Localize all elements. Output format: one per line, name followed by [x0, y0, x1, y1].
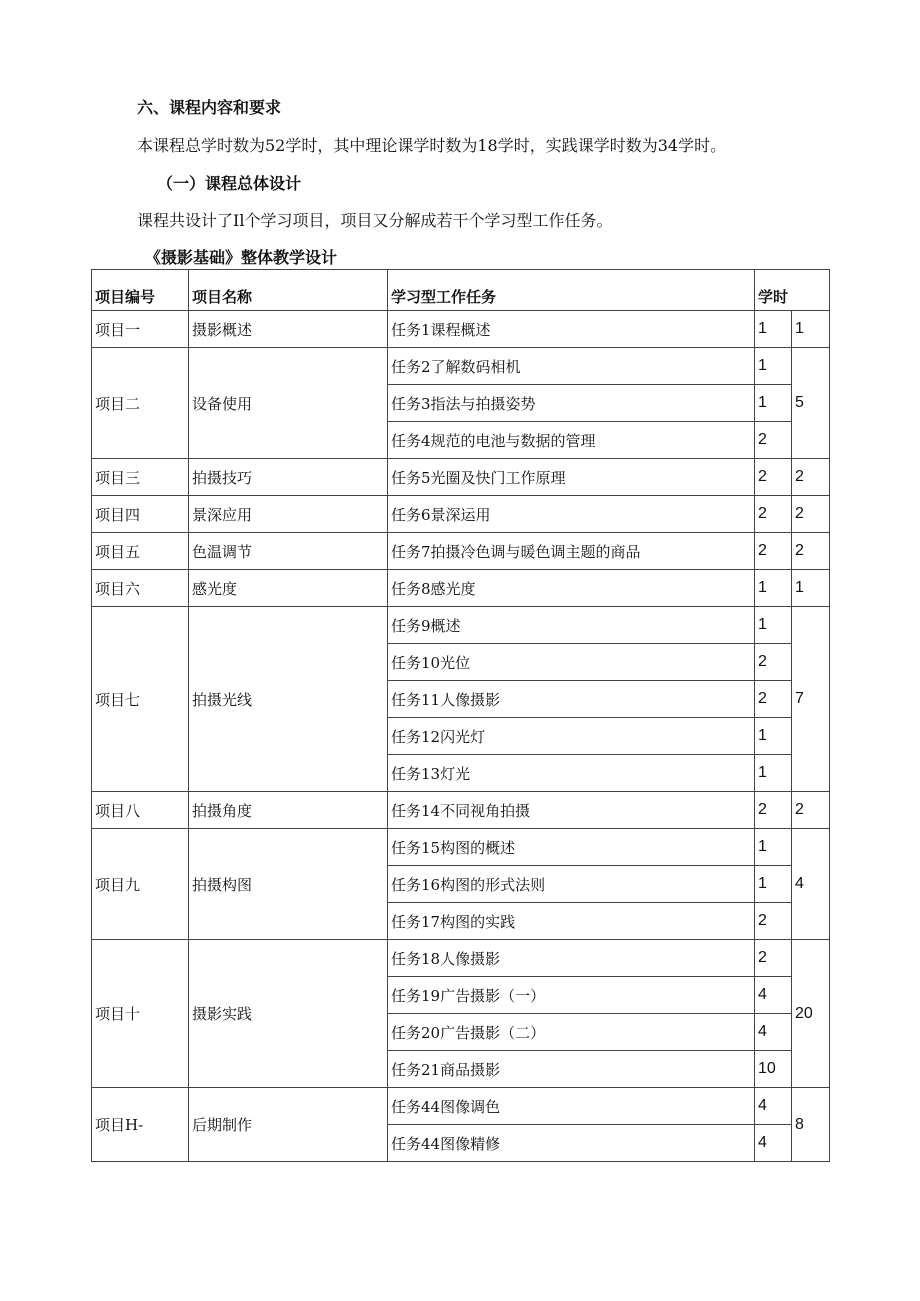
table-row — [92, 607, 830, 644]
task-hours-cell: 1 — [755, 570, 792, 607]
task-name-cell: 任务1课程概述 — [388, 311, 755, 348]
task-name-cell: 任务3指法与拍摄姿势 — [388, 385, 755, 422]
table-row — [92, 829, 830, 866]
project-total-hours-cell: 20 — [792, 940, 830, 1088]
project-number-cell: 项目一 — [92, 311, 189, 348]
task-hours-cell: 1 — [755, 866, 792, 903]
table-row — [92, 311, 830, 348]
task-name-cell: 任务44图像精修 — [388, 1125, 755, 1162]
project-name-cell: 后期制作 — [189, 1088, 388, 1162]
project-number-cell: 项目七 — [92, 607, 189, 792]
task-name-cell: 任务17构图的实践 — [388, 903, 755, 940]
project-total-hours-cell: 1 — [792, 311, 830, 348]
task-name-cell: 任务15构图的概述 — [388, 829, 755, 866]
task-name-cell: 任务6景深运用 — [388, 496, 755, 533]
project-total-hours-cell: 2 — [792, 496, 830, 533]
table-row — [92, 496, 830, 533]
task-name-cell: 任务44图像调色 — [388, 1088, 755, 1125]
task-name-cell: 任务14不同视角拍摄 — [388, 792, 755, 829]
task-hours-cell: 2 — [755, 792, 792, 829]
task-name-cell: 任务10光位 — [388, 644, 755, 681]
task-name-cell: 任务12闪光灯 — [388, 718, 755, 755]
project-name-cell: 拍摄光线 — [189, 607, 388, 792]
task-name-cell: 任务21商品摄影 — [388, 1051, 755, 1088]
task-hours-cell: 1 — [755, 607, 792, 644]
task-name-cell: 任务9概述 — [388, 607, 755, 644]
task-hours-cell: 1 — [755, 311, 792, 348]
project-name-cell: 色温调节 — [189, 533, 388, 570]
task-hours-cell: 2 — [755, 496, 792, 533]
header-hours: 学时 — [755, 270, 830, 311]
task-hours-cell: 2 — [755, 940, 792, 977]
project-total-hours-cell: 2 — [792, 792, 830, 829]
table-row — [92, 459, 830, 496]
task-name-cell: 任务18人像摄影 — [388, 940, 755, 977]
task-name-cell: 任务5光圈及快门工作原理 — [388, 459, 755, 496]
task-hours-cell: 4 — [755, 1125, 792, 1162]
table-row — [92, 792, 830, 829]
task-hours-cell: 4 — [755, 1014, 792, 1051]
project-total-hours-cell: 7 — [792, 607, 830, 792]
project-name-cell: 景深应用 — [189, 496, 388, 533]
project-total-hours-cell: 2 — [792, 459, 830, 496]
task-hours-cell: 1 — [755, 718, 792, 755]
project-name-cell: 拍摄角度 — [189, 792, 388, 829]
project-number-cell: 项目九 — [92, 829, 189, 940]
task-hours-cell: 2 — [755, 459, 792, 496]
header-project-name: 项目名称 — [189, 270, 388, 311]
project-total-hours-cell: 4 — [792, 829, 830, 940]
header-project-no: 项目编号 — [92, 270, 189, 311]
project-number-cell: 项目六 — [92, 570, 189, 607]
project-number-cell: 项目十 — [92, 940, 189, 1088]
project-number-cell: 项目二 — [92, 348, 189, 459]
project-number-cell: 项目H- — [92, 1088, 189, 1162]
task-hours-cell: 2 — [755, 644, 792, 681]
teaching-design-table — [91, 269, 830, 1162]
project-number-cell: 项目四 — [92, 496, 189, 533]
task-name-cell: 任务19广告摄影（一） — [388, 977, 755, 1014]
table-header-row — [92, 270, 830, 311]
task-hours-cell: 2 — [755, 681, 792, 718]
table-row — [92, 348, 830, 385]
project-name-cell: 拍摄构图 — [189, 829, 388, 940]
task-hours-cell: 2 — [755, 422, 792, 459]
section-heading: 六、课程内容和要求 — [137, 98, 282, 117]
project-number-cell: 项目三 — [92, 459, 189, 496]
task-hours-cell: 2 — [755, 903, 792, 940]
project-number-cell: 项目五 — [92, 533, 189, 570]
task-name-cell: 任务13灯光 — [388, 755, 755, 792]
table-row — [92, 533, 830, 570]
project-name-cell: 拍摄技巧 — [189, 459, 388, 496]
project-name-cell: 感光度 — [189, 570, 388, 607]
task-hours-cell: 1 — [755, 755, 792, 792]
table-row — [92, 1088, 830, 1125]
task-hours-cell: 1 — [755, 829, 792, 866]
table-row — [92, 940, 830, 977]
project-total-hours-cell: 2 — [792, 533, 830, 570]
task-name-cell: 任务7拍摄冷色调与暖色调主题的商品 — [388, 533, 755, 570]
project-name-cell: 摄影概述 — [189, 311, 388, 348]
task-name-cell: 任务8感光度 — [388, 570, 755, 607]
task-hours-cell: 10 — [755, 1051, 792, 1088]
subsection-heading: （一）课程总体设计 — [157, 174, 302, 193]
task-name-cell: 任务16构图的形式法则 — [388, 866, 755, 903]
task-hours-cell: 2 — [755, 533, 792, 570]
table-caption: 《摄影基础》整体教学设计 — [145, 248, 338, 267]
intro-paragraph: 课程共设计了Il个学习项目，项目又分解成若干个学习型工作任务。 — [137, 211, 613, 230]
project-name-cell: 设备使用 — [189, 348, 388, 459]
task-hours-cell: 4 — [755, 977, 792, 1014]
header-tasks: 学习型工作任务 — [388, 270, 755, 311]
task-hours-cell: 1 — [755, 348, 792, 385]
project-name-cell: 摄影实践 — [189, 940, 388, 1088]
task-name-cell: 任务11人像摄影 — [388, 681, 755, 718]
project-total-hours-cell: 1 — [792, 570, 830, 607]
project-total-hours-cell: 8 — [792, 1088, 830, 1162]
table-row — [92, 570, 830, 607]
project-number-cell: 项目八 — [92, 792, 189, 829]
task-name-cell: 任务2了解数码相机 — [388, 348, 755, 385]
project-total-hours-cell: 5 — [792, 348, 830, 459]
task-name-cell: 任务20广告摄影（二） — [388, 1014, 755, 1051]
task-name-cell: 任务4规范的电池与数据的管理 — [388, 422, 755, 459]
task-hours-cell: 4 — [755, 1088, 792, 1125]
hours-paragraph: 本课程总学时数为52学时，其中理论课学时数为18学时，实践课学时数为34学时。 — [137, 136, 727, 155]
task-hours-cell: 1 — [755, 385, 792, 422]
